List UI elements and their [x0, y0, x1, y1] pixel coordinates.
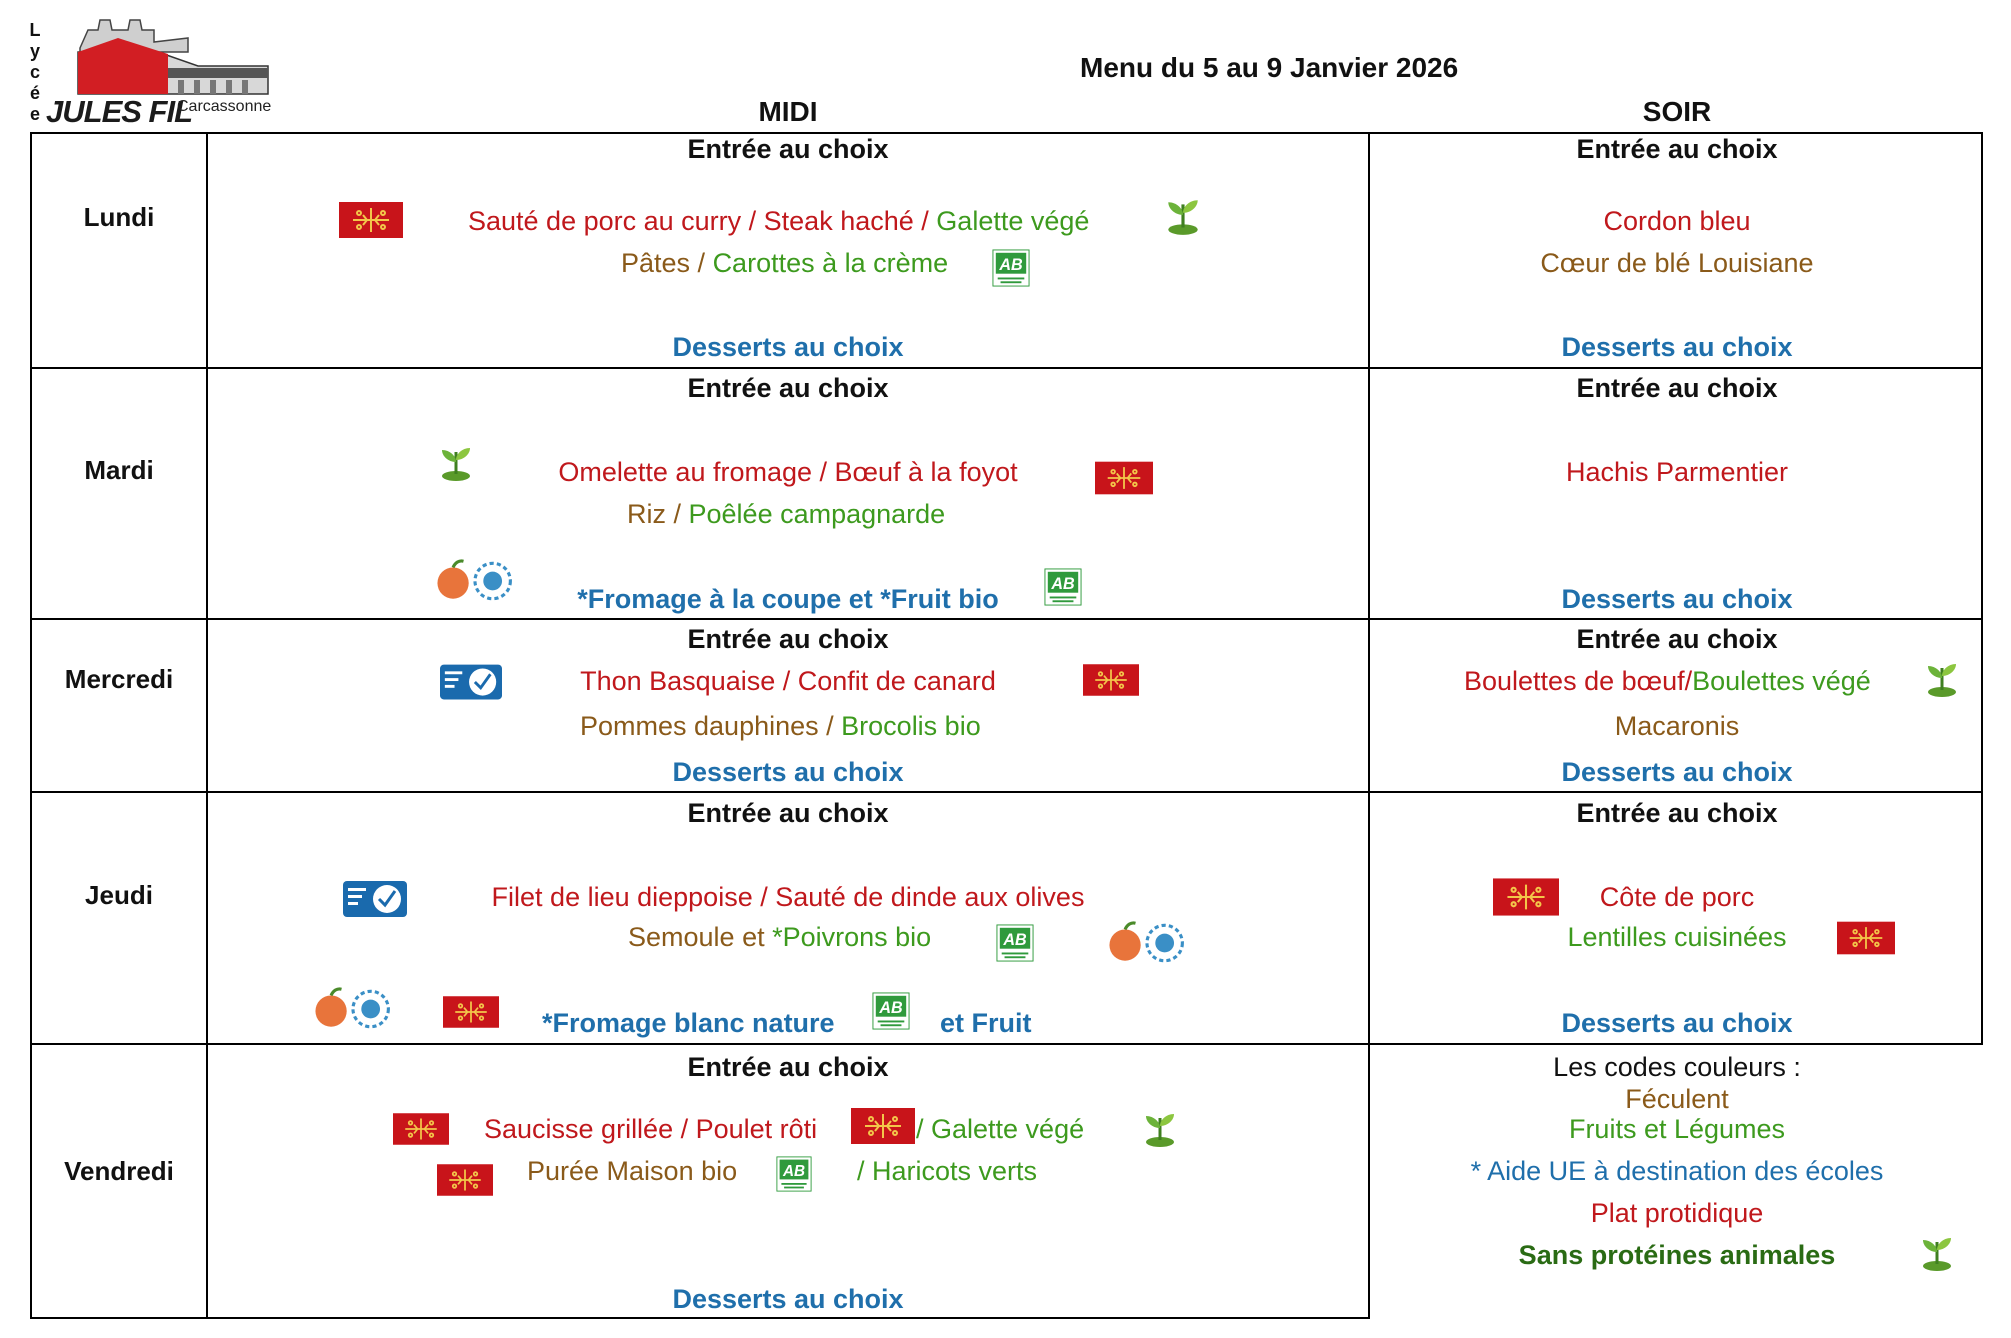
- dessert-label: Desserts au choix: [1561, 757, 1793, 787]
- occitanie-flag-icon: [443, 993, 499, 1031]
- occitanie-flag-icon: [1837, 918, 1895, 958]
- ab-bio-label-icon: [992, 249, 1030, 287]
- legend-aide-ue: * Aide UE à destination des écoles: [1470, 1156, 1884, 1186]
- occitanie-flag-icon: [1083, 662, 1139, 698]
- eu-school-scheme-icon: [308, 984, 400, 1034]
- occitanie-flag-icon: [1095, 459, 1153, 497]
- ab-bio-label-icon: [872, 992, 910, 1030]
- ab-bio-label-icon: [776, 1156, 812, 1192]
- table-border-right: [1981, 132, 1983, 1045]
- column-divider-midi-soir: [1368, 132, 1370, 1319]
- dessert-label: Desserts au choix: [1561, 332, 1793, 362]
- dessert-label: Desserts au choix: [672, 332, 904, 362]
- side-dish-line: [627, 499, 945, 530]
- dish-protidique: Thon Basquaise / Confit de canard: [580, 666, 996, 696]
- dish-protidique: Hachis Parmentier: [1565, 457, 1789, 487]
- side-feculent: Macaronis: [1614, 711, 1740, 741]
- entree-label: Entrée au choix: [1576, 373, 1778, 403]
- main-dish-line: [468, 206, 1089, 237]
- occitanie-flag-icon: [437, 1162, 493, 1198]
- column-header-midi: MIDI: [758, 96, 818, 127]
- side-dish-line: [580, 711, 981, 742]
- dish-vegetal: Boulettes végé: [1692, 666, 1871, 696]
- dessert-label: Desserts au choix: [672, 1284, 904, 1314]
- side-legume: Carottes à la crème: [712, 248, 949, 278]
- entree-label: Entrée au choix: [1576, 798, 1778, 828]
- side-feculent: Riz /: [627, 499, 681, 529]
- dish-protidique: Boulettes de bœuf/: [1464, 666, 1693, 696]
- dish-vegetal: Galette végé: [936, 206, 1090, 236]
- legend-sans-proteines: Sans protéines animales: [1518, 1240, 1836, 1270]
- dish-protidique: Saucisse grillée / Poulet rôti: [484, 1114, 818, 1144]
- side-legume: Brocolis bio: [841, 711, 981, 741]
- legend-plat-protidique: Plat protidique: [1590, 1198, 1764, 1228]
- dessert-label-fruit: et Fruit: [940, 1008, 1032, 1038]
- dessert-label: *Fromage blanc nature: [542, 1008, 835, 1038]
- entree-label: Entrée au choix: [1576, 134, 1778, 164]
- side-feculent: Pâtes /: [621, 248, 706, 278]
- occitanie-flag-icon: [1493, 878, 1559, 916]
- side-dish-line: [621, 248, 948, 279]
- vegetal-sprout-icon: [1140, 1110, 1180, 1150]
- eu-school-scheme-icon: [434, 556, 518, 606]
- row-divider: [30, 1043, 1983, 1045]
- side-legume: *Poivrons bio: [772, 922, 932, 952]
- logo-letters: L y c é e: [29, 20, 41, 124]
- side-feculent: Cœur de blé Louisiane: [1540, 248, 1814, 278]
- msc-fish-label-icon: [340, 879, 410, 919]
- dessert-label: Desserts au choix: [672, 757, 904, 787]
- legend-title: Les codes couleurs :: [1553, 1052, 1801, 1082]
- entree-label: Entrée au choix: [687, 134, 889, 164]
- entree-label: Entrée au choix: [1576, 624, 1778, 654]
- vegetal-sprout-icon: [1917, 1234, 1957, 1274]
- vegetal-sprout-icon: [1162, 196, 1204, 238]
- entree-label: Entrée au choix: [687, 624, 889, 654]
- dessert-label: Desserts au choix: [1561, 584, 1793, 614]
- vegetal-sprout-icon: [1922, 660, 1962, 700]
- side-legume: Poêlée campagnarde: [688, 499, 946, 529]
- entree-label: Entrée au choix: [687, 373, 889, 403]
- day-label-lundi: Lundi: [83, 202, 155, 232]
- side-feculent: Pommes dauphines /: [580, 711, 834, 741]
- table-border-left: [30, 132, 32, 1319]
- dish-protidique: Cordon bleu: [1603, 206, 1751, 236]
- school-logo: [28, 8, 278, 129]
- side-legume: / Haricots verts: [857, 1156, 1038, 1186]
- row-divider: [30, 791, 1983, 793]
- eu-school-scheme-icon: [1106, 918, 1190, 968]
- legend-feculent: Féculent: [1625, 1084, 1729, 1114]
- side-dish-line: [628, 922, 931, 953]
- dish-protidique: Filet de lieu dieppoise / Sauté de dinde aux olives: [491, 882, 1085, 912]
- day-label-mercredi: Mercredi: [64, 664, 174, 694]
- occitanie-flag-icon: [393, 1111, 449, 1147]
- dish-vegetal: / Galette végé: [916, 1114, 1085, 1144]
- side-feculent: Purée Maison bio: [527, 1156, 738, 1186]
- day-label-vendredi: Vendredi: [64, 1156, 174, 1186]
- legend-fruits-legumes: Fruits et Légumes: [1568, 1114, 1786, 1144]
- msc-fish-label-icon: [440, 662, 502, 702]
- row-divider: [30, 618, 1983, 620]
- dessert-label: Desserts au choix: [1561, 1008, 1793, 1038]
- occitanie-flag-icon: [851, 1108, 915, 1144]
- column-divider-day: [206, 132, 208, 1319]
- occitanie-flag-icon: [339, 202, 403, 238]
- vegetal-sprout-icon: [436, 444, 476, 484]
- logo-city: Carcassonne: [177, 98, 272, 115]
- dish-protidique: Côte de porc: [1599, 882, 1755, 912]
- dessert-label: *Fromage à la coupe et *Fruit bio: [577, 584, 999, 614]
- logo-name: JULES FIL: [46, 94, 193, 129]
- page-title: Menu du 5 au 9 Janvier 2026: [1080, 52, 1459, 83]
- day-label-jeudi: Jeudi: [85, 880, 153, 910]
- main-dish-line: [1464, 666, 1871, 697]
- dish-protidique: Omelette au fromage / Bœuf à la foyot: [558, 457, 1018, 487]
- ab-bio-label-icon: [1044, 568, 1082, 606]
- column-header-soir: SOIR: [1642, 96, 1712, 127]
- ab-bio-label-icon: [996, 924, 1034, 962]
- side-feculent: Semoule et: [628, 922, 765, 952]
- entree-label: Entrée au choix: [687, 1052, 889, 1082]
- entree-label: Entrée au choix: [687, 798, 889, 828]
- day-label-mardi: Mardi: [84, 455, 154, 485]
- dish-protidique: Sauté de porc au curry / Steak haché /: [468, 206, 929, 236]
- table-border-bottom: [30, 1317, 1370, 1319]
- side-legume: Lentilles cuisinées: [1567, 922, 1787, 952]
- row-divider: [30, 367, 1983, 369]
